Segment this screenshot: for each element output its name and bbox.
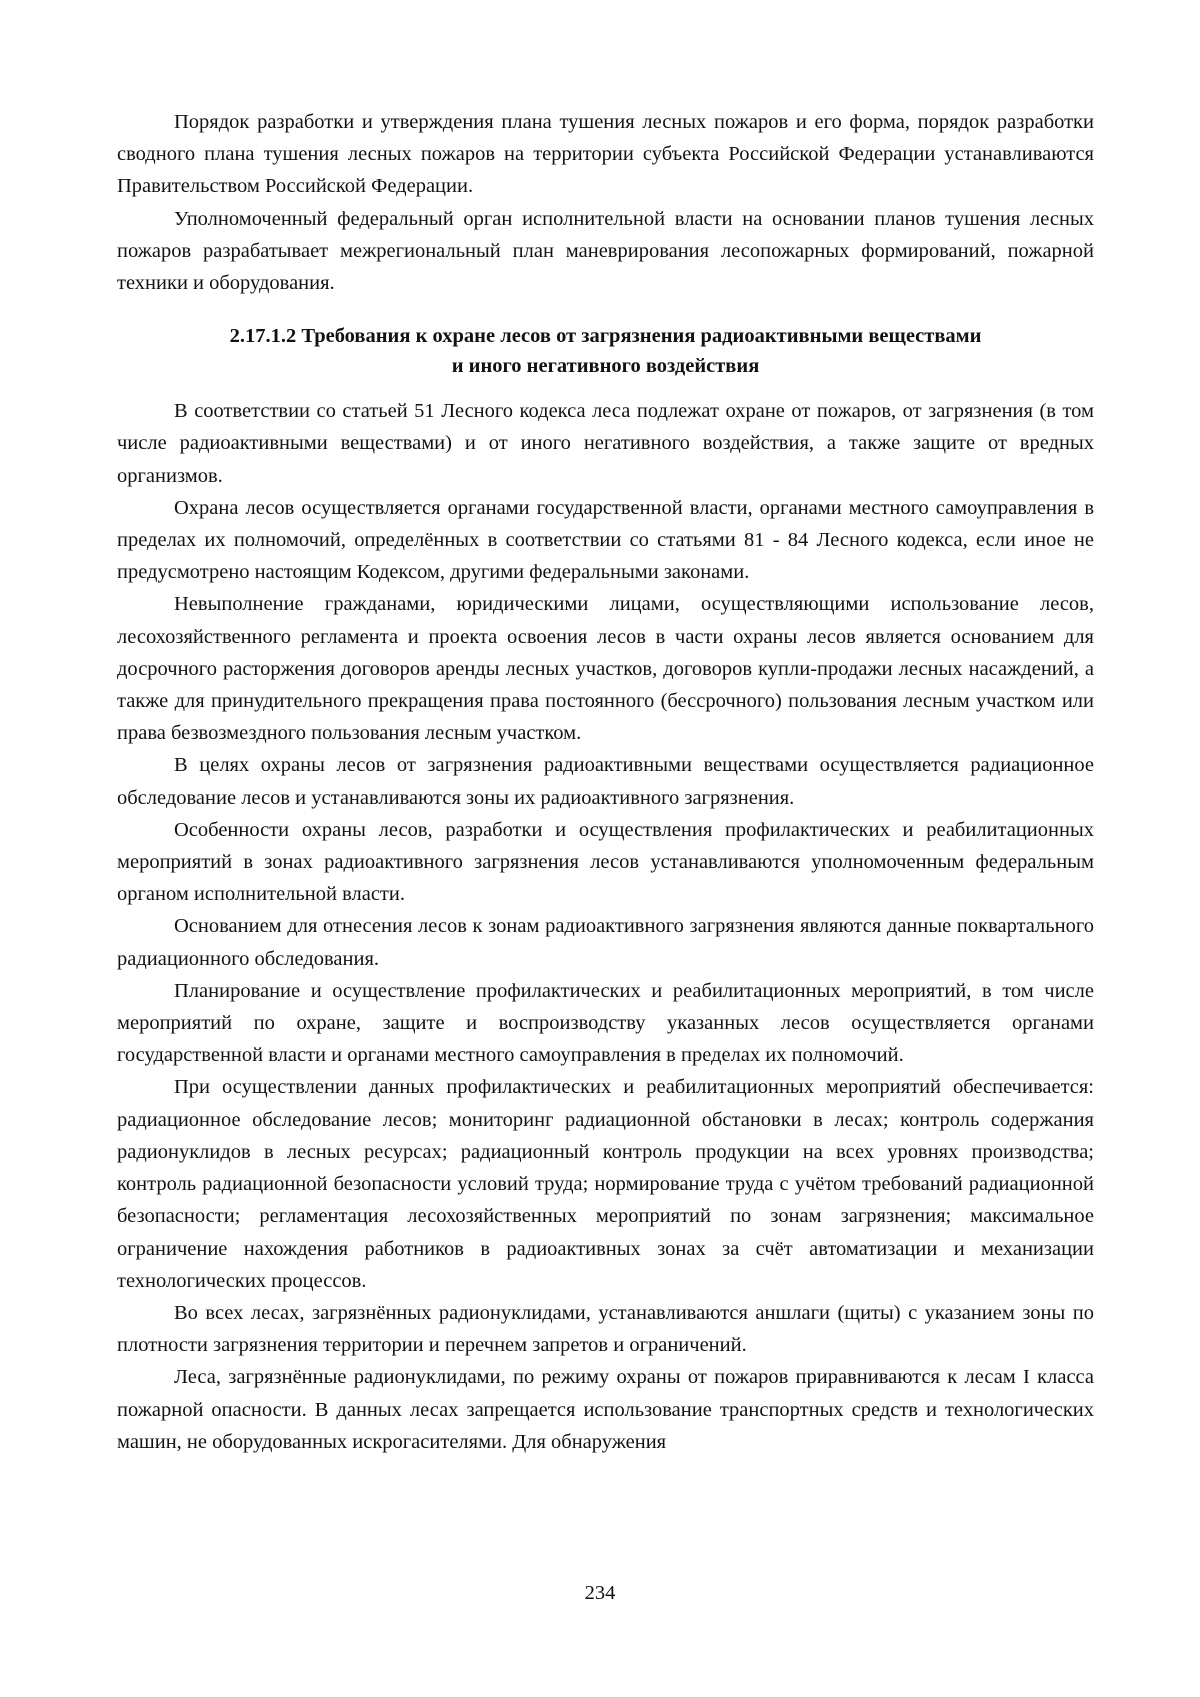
section-heading — [117, 321, 1094, 381]
paragraph-zone-basis: Основанием для отнесения лесов к зонам радиоактивного загрязнения являются данные поквартального радиационного обследования. — [117, 915, 1094, 970]
page-number: 234 — [584, 1582, 616, 1604]
paragraph-radiation-survey: В целях охраны лесов от загрязнения радиоактивными веществами осуществляется радиационное обследование лесов и устанавливаются зоны их радиоактивного загрязнения. — [117, 754, 1094, 809]
paragraph-fire-plan-procedure: Порядок разработки и утверждения плана тушения лесных пожаров и его форма, порядок разработки сводного плана тушения лесных пожаров на территории субъекта Российской Федерации устанавливаются Правительством Российской Федерации. — [117, 111, 1094, 198]
document-page — [117, 106, 1094, 1458]
paragraph-protection-features: Особенности охраны лесов, разработки и осуществления профилактических и реабилитационных мероприятий в зонах радиоактивного загрязнения лесов устанавливаются уполномоченным федеральным органом исполнительной власти. — [117, 818, 1094, 906]
section-heading-line-2: и иного негативного воздействия — [451, 355, 760, 378]
paragraph-planning: Планирование и осуществление профилактических и реабилитационных мероприятий, в том числе мероприятий по охране, защите и воспроизводству указанных лесов осуществляется органами государственной власти и органами местного самоуправления в пределах их полномочий. — [117, 979, 1094, 1067]
paragraph-measures-list: При осуществлении данных профилактических и реабилитационных мероприятий обеспечивается: радиационное обследование лесов; мониторинг радиационной обстановки в лесах; контроль содержания радионуклидов в лесных ресурсах; радиационный контроль продукции на всех уровнях производства; контроль радиационной безопасности условий труда; нормирование труда с учётом требований радиационной безопасности; регламентация лесохозяйственных мероприятий по зонам загрязнения; максимальное ограничение нахождения работников в радиоактивных зонах за счёт автоматизации и механизации технологических процессов. — [117, 1076, 1094, 1292]
section-heading-line-1: 2.17.1.2 Требования к охране лесов от загрязнения радиоактивными веществами — [229, 325, 982, 348]
paragraph-article-51: В соответствии со статьей 51 Лесного кодекса леса подлежат охране от пожаров, от загрязнения (в том числе радиоактивными веществами) и от иного негативного воздействия, а также защите от вредных организмов. — [117, 400, 1094, 487]
paragraph-interregional-plan: Уполномоченный федеральный орган исполнительной власти на основании планов тушения лесных пожаров разрабатывает межрегиональный план маневрирования лесопожарных формирований, пожарной техники и оборудования. — [117, 207, 1094, 295]
paragraph-warning-signs: Во всех лесах, загрязнённых радионуклидами, устанавливаются аншлаги (щиты) с указанием зоны по плотности загрязнения территории и перечнем запретов и ограничений. — [117, 1301, 1094, 1357]
paragraph-protection-authorities: Охрана лесов осуществляется органами государственной власти, органами местного самоуправления в пределах их полномочий, определённых в соответствии со статьями 81 - 84 Лесного кодекса, если иное не предусмотрено настоящим Кодексом, другими федеральными законами. — [117, 496, 1094, 584]
paragraph-fire-class: Леса, загрязнённые радионуклидами, по режиму охраны от пожаров приравниваются к лесам I класса пожарной опасности. В данных лесах запрещается использование транспортных средств и технологических машин, не оборудованных искрогасителями. Для обнаружения — [117, 1366, 1094, 1453]
paragraph-noncompliance: Невыполнение гражданами, юридическими лицами, осуществляющими использование лесов, лесохозяйственного регламента и проекта освоения лесов в части охраны лесов является основанием для досрочного расторжения договоров аренды лесных участков, договоров купли-продажи лесных насаждений, а также для принудительного прекращения права постоянного (бессрочного) пользования лесным участком или права безвозмездного пользования лесным участком. — [117, 593, 1094, 745]
